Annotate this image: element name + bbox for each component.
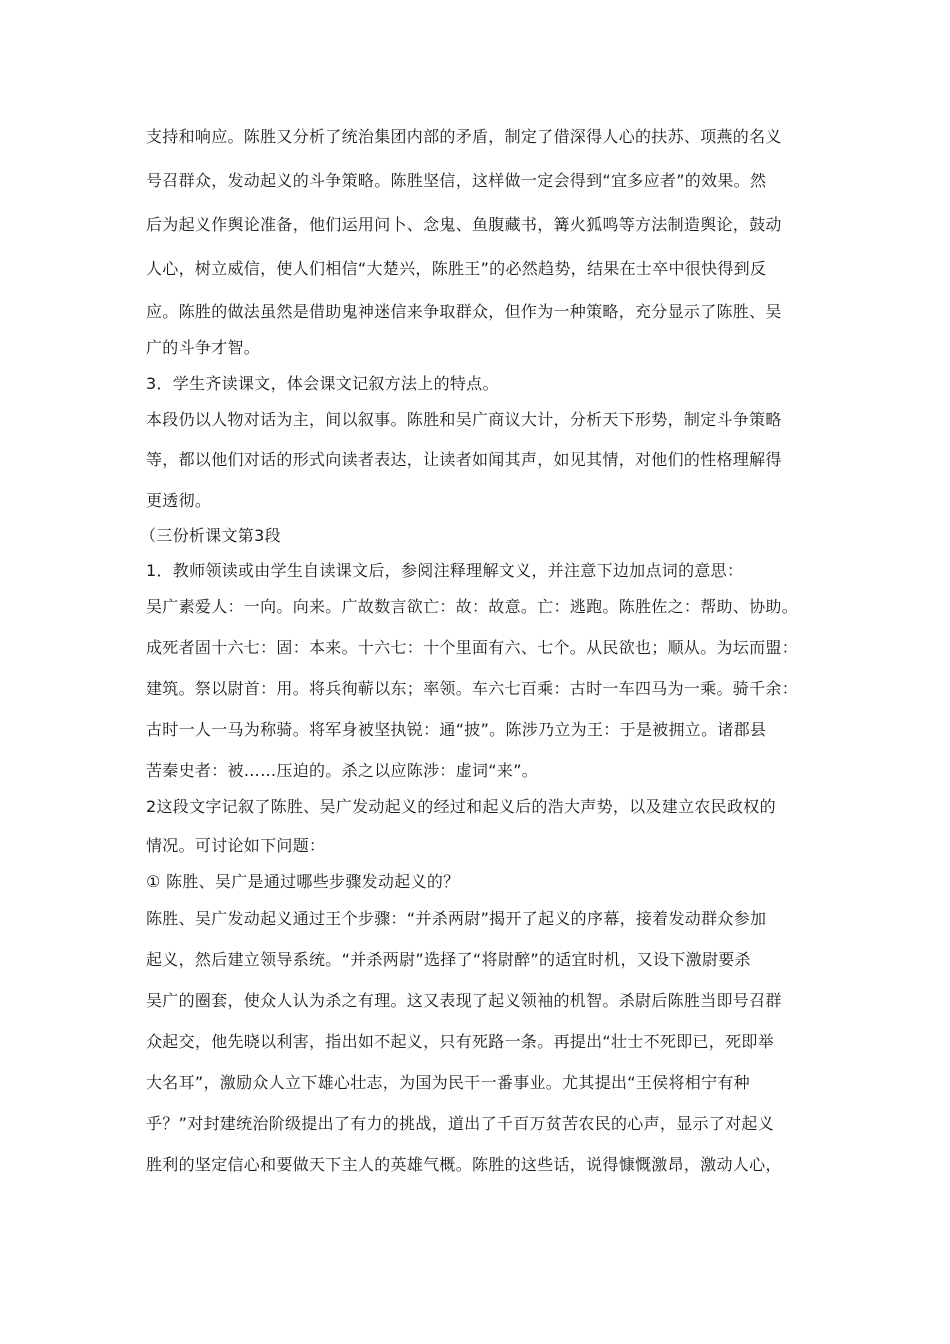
text-line: 众起交，他先晓以利害，指出如不起义，只有死路一条。再提出“壮士不死即已，死即举	[146, 1032, 774, 1051]
text-line: 古时一人一马为称骑。将军身被坚执锐：通“披”。陈涉乃立为王：于是被拥立。诸郡县	[146, 720, 767, 739]
text-line: 陈胜、吴广发动起义通过王个步骤：“并杀两尉”揭开了起义的序幕，接着发动群众参加	[146, 909, 767, 928]
text-line: ① 陈胜、吴广是通过哪些步骤发动起义的？	[146, 872, 460, 891]
text-line: 建筑。祭以尉首：用。将兵徇蕲以东；率领。车六七百乘：古时一车四马为一乘。骑千余：	[146, 679, 799, 698]
text-line: 吴广的圈套，使众人认为杀之有理。这又表现了起义领袖的机智。杀尉后陈胜当即号召群	[146, 991, 782, 1010]
text-line: 广的斗争才智。	[146, 338, 261, 357]
text-line: 支持和响应。陈胜又分析了统治集团内部的矛盾，制定了借深得人心的扶苏、项燕的名义	[146, 127, 782, 146]
text-line: 成死者固十六七：固：本来。十六七：十个里面有六、七个。从民欲也；顺从。为坛而盟：	[146, 638, 799, 657]
text-line: 应。陈胜的做法虽然是借助鬼神迷信来争取群众，但作为一种策略，充分显示了陈胜、吴	[146, 302, 782, 321]
text-line: 2这段文字记叙了陈胜、吴广发动起义的经过和起义后的浩大声势，以及建立农民政权的	[146, 797, 776, 816]
text-line: 1．教师领读或由学生自读课文后，参阅注释理解文义，并注意下边加点词的意思：	[146, 561, 744, 580]
text-line: 后为起义作舆论准备，他们运用问卜、念鬼、鱼腹藏书，篝火狐鸣等方法制造舆论，鼓动	[146, 215, 782, 234]
text-line: 吴广素爱人：一向。向来。广故数言欲亡：故：故意。亡：逃跑。陈胜佐之：帮助、协助。	[146, 597, 799, 616]
text-line: 号召群众，发动起义的斗争策略。陈胜坚信，这样做一定会得到“宜多应者”的效果。然	[146, 171, 767, 190]
text-line: 苦秦史者：被……压迫的。杀之以应陈涉：虚词“来”。	[146, 761, 539, 780]
section-heading: （三份析课文第3段	[140, 526, 281, 545]
text-line: 人心，树立威信，使人们相信“大楚兴，陈胜王”的必然趋势，结果在士卒中很快得到反	[146, 259, 767, 278]
text-line: 3．学生齐读课文，体会课文记叙方法上的特点。	[146, 374, 499, 393]
text-line: 起义，然后建立领导系统。“并杀两尉”选择了“将尉醉”的适宜时机，又设下激尉要杀	[146, 950, 751, 969]
text-line: 乎？”对封建统治阶级提出了有力的挑战，道出了千百万贫苦农民的心声，显示了对起义	[146, 1114, 774, 1133]
text-line: 本段仍以人物对话为主，间以叙事。陈胜和吴广商议大计，分析天下形势，制定斗争策略	[146, 410, 782, 429]
text-line: 等，都以他们对话的形式向读者表达，让读者如闻其声，如见其情，对他们的性格理解得	[146, 450, 782, 469]
text-line: 大名耳”，激励众人立下雄心壮志，为国为民干一番事业。尤其提出“王侯将相宁有种	[146, 1073, 750, 1092]
text-line: 更透彻。	[146, 491, 212, 510]
text-line: 情况。可讨论如下问题：	[146, 836, 326, 855]
text-line: 胜利的坚定信心和要做天下主人的英雄气概。陈胜的这些话，说得慷慨激昂，激动人心，	[146, 1155, 782, 1174]
